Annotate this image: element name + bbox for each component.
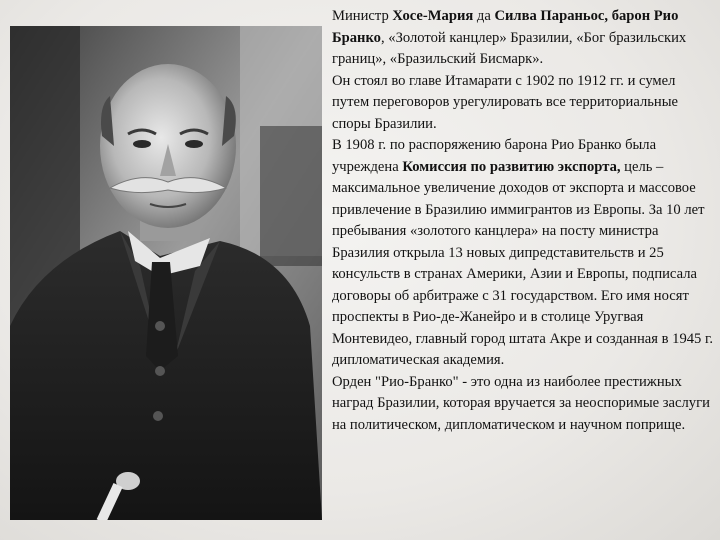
text-run: да	[473, 8, 495, 24]
portrait-photo	[10, 26, 322, 520]
slide-text	[332, 6, 716, 534]
text-run: Орден "Рио-Бранко" - это одна из наиболее престижных наград Бразилии, которая вручается за неоспоримые заслуги на политическом, дипломатическом и научном поприще.	[332, 373, 710, 433]
text-run: Он стоял во главе Итамарати с 1902 по 1912 гг. и сумел путем переговоров урегулировать все территориальные споры Бразилии.	[332, 72, 678, 132]
paragraph-order	[332, 372, 716, 437]
text-run: Министр	[332, 8, 393, 24]
portrait-image	[10, 26, 322, 520]
surname-bold: Силва Параньос,	[494, 8, 609, 24]
paragraph-itamaraty	[332, 71, 716, 136]
commission-bold: Комиссия по развитию экспорта,	[402, 158, 621, 175]
text-run: В 1908 г. по распоряжению барона Рио Бранко была учреждена	[332, 137, 657, 175]
title-bold: барон Рио Бранко	[332, 8, 679, 46]
paragraph-intro	[332, 6, 716, 71]
text-run: цель – максимальное увеличение доходов от экспорта и массовое привлечение в Бразилию иммигрантов из Европы. За 10 лет пребывания «золотого канцлера» на посту министра Бразилия открыла 13 новых дипредставительств и 25 консульств в странах Америки, Азии и Европы, подписала договоры об арбитраже с 31 государством. Его имя носят проспекты в Рио-де-Жанейро и в столице Уругвая Монтевидео, главный город штата Акре и созданная в 1945 г. дипломатическая академия.	[332, 158, 713, 368]
name-bold: Хосе-Мария	[392, 8, 474, 24]
paragraph-commission	[332, 135, 716, 372]
text-run: , «Золотой канцлер» Бразилии, «Бог бразильских границ», «Бразильский Бисмарк».	[332, 29, 687, 67]
